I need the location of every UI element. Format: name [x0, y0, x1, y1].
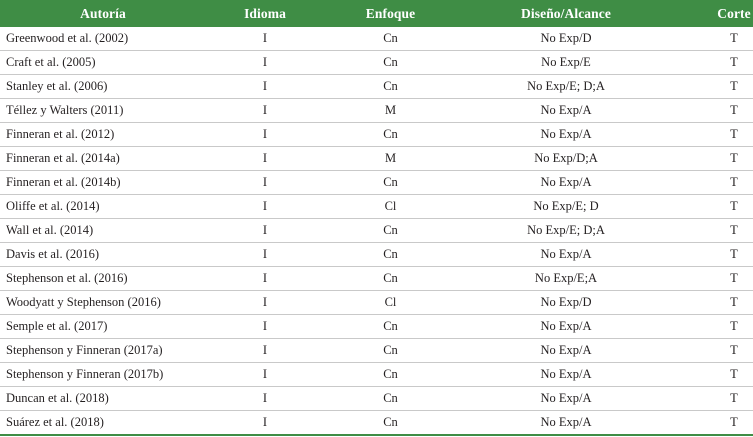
- cell-autoria: Wall et al. (2014): [0, 219, 206, 243]
- cell-idioma: I: [206, 339, 324, 363]
- cell-idioma: I: [206, 171, 324, 195]
- table-row: [0, 195, 753, 219]
- cell-autoria: Finneran et al. (2014b): [0, 171, 206, 195]
- cell-autoria: Stephenson y Finneran (2017b): [0, 363, 206, 387]
- cell-idioma: I: [206, 147, 324, 171]
- table-row: [0, 363, 753, 387]
- cell-idioma: I: [206, 291, 324, 315]
- cell-idioma: I: [206, 267, 324, 291]
- cell-enfoque: Cn: [324, 267, 457, 291]
- table-row: [0, 219, 753, 243]
- cell-enfoque: Cl: [324, 291, 457, 315]
- cell-diseno-alcance: No Exp/E;A: [457, 267, 675, 291]
- table-row: [0, 99, 753, 123]
- column-header-autoria: Autoría: [0, 0, 206, 27]
- cell-autoria: Stanley et al. (2006): [0, 75, 206, 99]
- cell-diseno-alcance: No Exp/A: [457, 99, 675, 123]
- cell-autoria: Stephenson et al. (2016): [0, 267, 206, 291]
- cell-diseno-alcance: No Exp/A: [457, 315, 675, 339]
- cell-idioma: I: [206, 243, 324, 267]
- table-row: [0, 147, 753, 171]
- cell-autoria: Finneran et al. (2014a): [0, 147, 206, 171]
- cell-idioma: I: [206, 315, 324, 339]
- cell-idioma: I: [206, 387, 324, 411]
- cell-autoria: Duncan et al. (2018): [0, 387, 206, 411]
- cell-diseno-alcance: No Exp/A: [457, 339, 675, 363]
- cell-diseno-alcance: No Exp/D;A: [457, 147, 675, 171]
- cell-corte: T: [675, 219, 753, 243]
- cell-autoria: Greenwood et al. (2002): [0, 27, 206, 51]
- cell-autoria: Semple et al. (2017): [0, 315, 206, 339]
- cell-idioma: I: [206, 195, 324, 219]
- cell-corte: T: [675, 243, 753, 267]
- cell-corte: T: [675, 75, 753, 99]
- cell-corte: T: [675, 387, 753, 411]
- cell-corte: T: [675, 339, 753, 363]
- table-row: [0, 267, 753, 291]
- cell-diseno-alcance: No Exp/E; D: [457, 195, 675, 219]
- cell-corte: T: [675, 267, 753, 291]
- cell-enfoque: Cn: [324, 171, 457, 195]
- cell-idioma: I: [206, 27, 324, 51]
- table-row: [0, 339, 753, 363]
- cell-diseno-alcance: No Exp/D: [457, 291, 675, 315]
- cell-enfoque: Cn: [324, 51, 457, 75]
- cell-enfoque: Cn: [324, 123, 457, 147]
- table-header-row: [0, 0, 753, 27]
- cell-idioma: I: [206, 411, 324, 436]
- column-header-diseno-alcance: Diseño/Alcance: [457, 0, 675, 27]
- cell-enfoque: Cn: [324, 363, 457, 387]
- table-header: [0, 0, 753, 27]
- cell-idioma: I: [206, 123, 324, 147]
- cell-idioma: I: [206, 363, 324, 387]
- cell-autoria: Stephenson y Finneran (2017a): [0, 339, 206, 363]
- cell-enfoque: Cn: [324, 387, 457, 411]
- cell-enfoque: Cn: [324, 75, 457, 99]
- cell-autoria: Woodyatt y Stephenson (2016): [0, 291, 206, 315]
- column-header-idioma: Idioma: [206, 0, 324, 27]
- cell-enfoque: M: [324, 99, 457, 123]
- cell-diseno-alcance: No Exp/D: [457, 27, 675, 51]
- cell-diseno-alcance: No Exp/A: [457, 123, 675, 147]
- cell-enfoque: Cl: [324, 195, 457, 219]
- cell-autoria: Suárez et al. (2018): [0, 411, 206, 436]
- cell-enfoque: Cn: [324, 27, 457, 51]
- cell-idioma: I: [206, 219, 324, 243]
- table-row: [0, 315, 753, 339]
- cell-autoria: Téllez y Walters (2011): [0, 99, 206, 123]
- table-row: [0, 51, 753, 75]
- cell-diseno-alcance: No Exp/A: [457, 243, 675, 267]
- cell-corte: T: [675, 147, 753, 171]
- cell-corte: T: [675, 99, 753, 123]
- cell-autoria: Oliffe et al. (2014): [0, 195, 206, 219]
- cell-autoria: Craft et al. (2005): [0, 51, 206, 75]
- table-row: [0, 387, 753, 411]
- cell-enfoque: Cn: [324, 411, 457, 436]
- cell-corte: T: [675, 291, 753, 315]
- cell-diseno-alcance: No Exp/E: [457, 51, 675, 75]
- cell-corte: T: [675, 27, 753, 51]
- cell-enfoque: Cn: [324, 219, 457, 243]
- table-row: [0, 123, 753, 147]
- cell-corte: T: [675, 195, 753, 219]
- cell-idioma: I: [206, 99, 324, 123]
- table-row: [0, 243, 753, 267]
- cell-diseno-alcance: No Exp/E; D;A: [457, 75, 675, 99]
- cell-idioma: I: [206, 51, 324, 75]
- table-row: [0, 75, 753, 99]
- cell-diseno-alcance: No Exp/A: [457, 363, 675, 387]
- cell-enfoque: Cn: [324, 243, 457, 267]
- cell-diseno-alcance: No Exp/E; D;A: [457, 219, 675, 243]
- column-header-enfoque: Enfoque: [324, 0, 457, 27]
- cell-corte: T: [675, 123, 753, 147]
- cell-diseno-alcance: No Exp/A: [457, 171, 675, 195]
- cell-corte: T: [675, 411, 753, 436]
- cell-enfoque: M: [324, 147, 457, 171]
- cell-corte: T: [675, 51, 753, 75]
- table-row: [0, 291, 753, 315]
- cell-corte: T: [675, 171, 753, 195]
- table-body: [0, 27, 753, 435]
- cell-autoria: Davis et al. (2016): [0, 243, 206, 267]
- cell-autoria: Finneran et al. (2012): [0, 123, 206, 147]
- cell-corte: T: [675, 363, 753, 387]
- cell-corte: T: [675, 315, 753, 339]
- table-row: [0, 171, 753, 195]
- table-row: [0, 27, 753, 51]
- cell-enfoque: Cn: [324, 315, 457, 339]
- cell-enfoque: Cn: [324, 339, 457, 363]
- table-row: [0, 411, 753, 436]
- cell-diseno-alcance: No Exp/A: [457, 387, 675, 411]
- column-header-corte: Corte: [675, 0, 753, 27]
- cell-diseno-alcance: No Exp/A: [457, 411, 675, 436]
- cell-idioma: I: [206, 75, 324, 99]
